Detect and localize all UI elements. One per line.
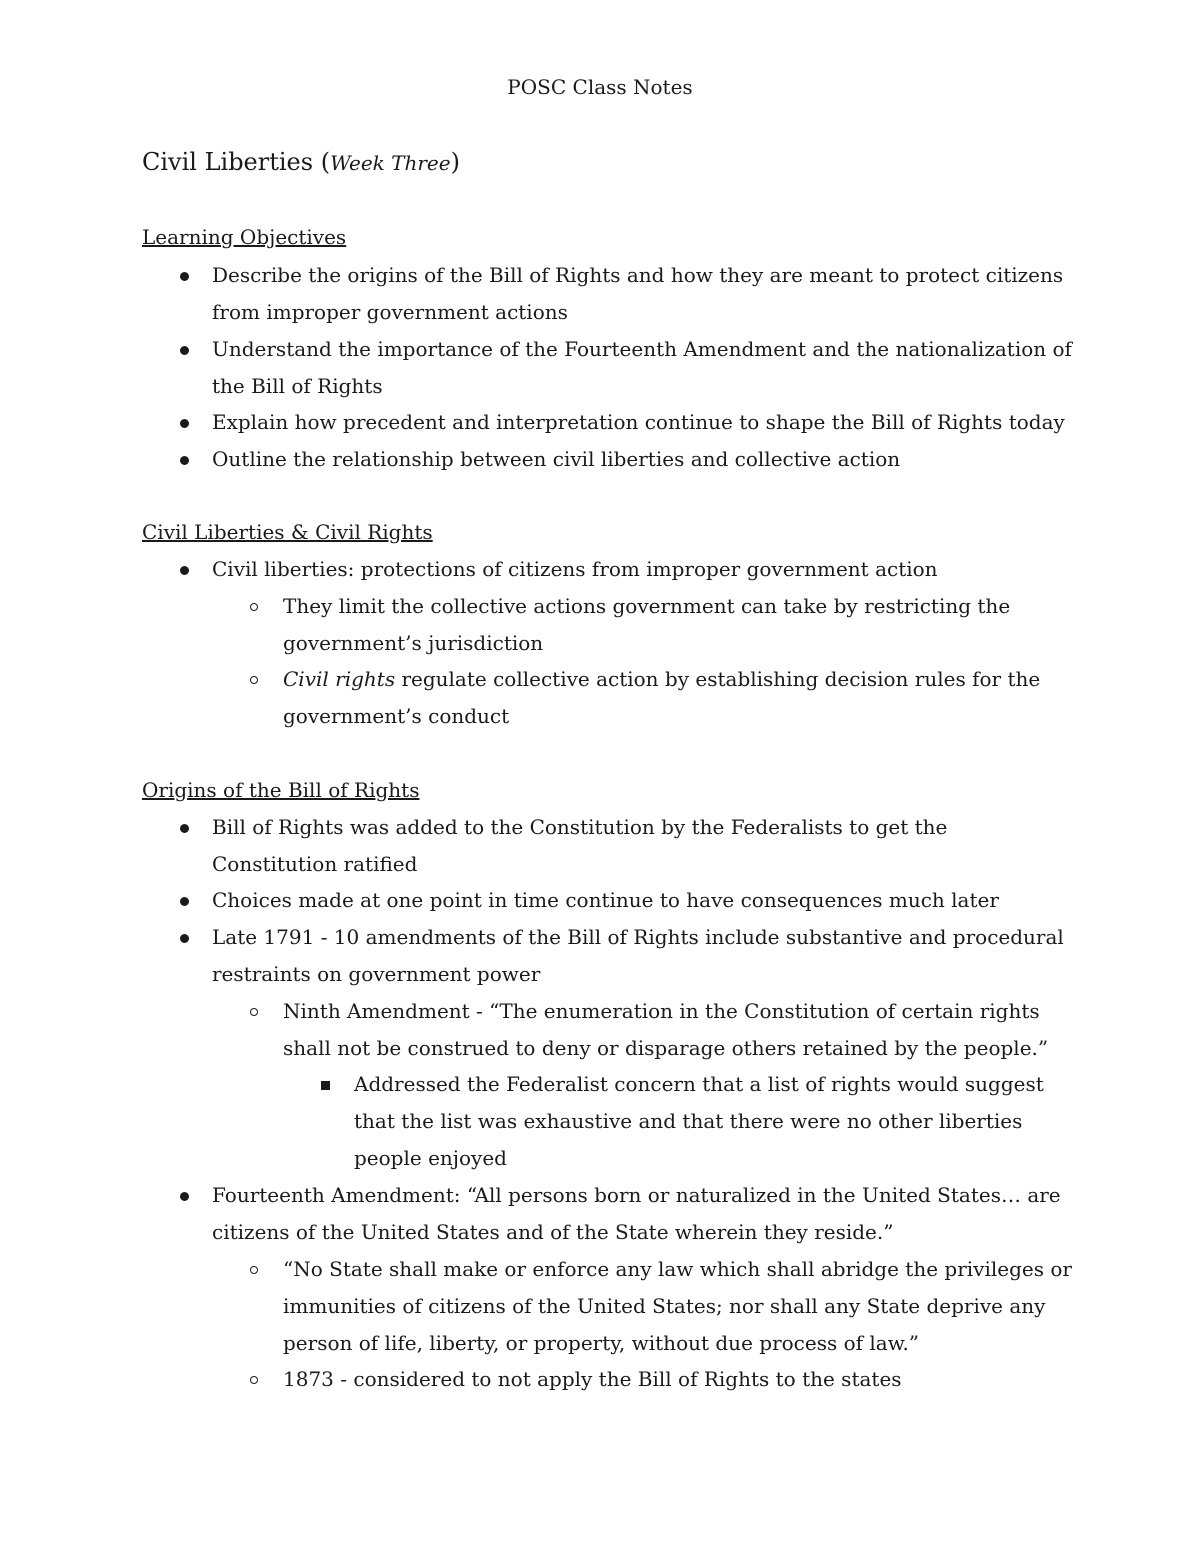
list-item <box>283 588 1073 662</box>
list-item-text <box>283 661 1073 735</box>
list-item-text: Ninth Amendment - “The enumeration in the Constitution of certain rights shall not be construed to deny or disparage others retained by the people.” <box>283 999 1049 1060</box>
title-main: Civil Liberties ( <box>142 148 331 176</box>
list-item <box>354 1066 1074 1177</box>
bullet-disc-icon <box>180 272 189 281</box>
list-item-text: Fourteenth Amendment: “All persons born or naturalized in the United States… are citizens of the United States and of the State wherein they reside.” <box>212 1183 1061 1244</box>
bullet-disc-icon <box>180 456 189 465</box>
list-item <box>212 404 1072 441</box>
civil-rights-term: Civil rights <box>283 667 396 691</box>
list-item-text: Understand the importance of the Fourteenth Amendment and the nationalization of the Bill of Rights <box>212 337 1072 398</box>
title-week: Week Three <box>330 151 451 175</box>
page-header: POSC Class Notes <box>507 75 693 99</box>
list-item-text: Describe the origins of the Bill of Rights and how they are meant to protect citizens from improper government actions <box>212 263 1064 324</box>
list-item-text: They limit the collective actions government can take by restricting the government’s jurisdiction <box>283 594 1011 655</box>
list-item <box>283 993 1073 1067</box>
bullet-disc-icon <box>180 419 189 428</box>
list-item-text: 1873 - considered to not apply the Bill of Rights to the states <box>283 1367 902 1391</box>
section-heading-liberties: Civil Liberties & Civil Rights <box>142 520 433 544</box>
title-close: ) <box>450 148 460 176</box>
page-title <box>142 144 460 181</box>
bullet-circle-icon <box>250 676 258 684</box>
list-item <box>212 551 1072 588</box>
section-heading-objectives: Learning Objectives <box>142 225 347 249</box>
list-item <box>283 1251 1073 1362</box>
list-item-text: Outline the relationship between civil liberties and collective action <box>212 447 901 471</box>
list-item <box>283 661 1073 735</box>
list-item <box>212 882 1072 919</box>
list-item <box>212 809 1072 883</box>
bullet-square-icon <box>321 1081 330 1090</box>
list-item <box>212 331 1072 405</box>
list-item-text: Late 1791 - 10 amendments of the Bill of Rights include substantive and procedural restraints on government power <box>212 925 1064 986</box>
bullet-circle-icon <box>250 1376 258 1384</box>
list-item-text: Civil liberties: protections of citizens from improper government action <box>212 557 938 581</box>
list-item-text: Bill of Rights was added to the Constitution by the Federalists to get the Constitution ratified <box>212 815 948 876</box>
bullet-circle-icon <box>250 603 258 611</box>
bullet-disc-icon <box>180 346 189 355</box>
bullet-circle-icon <box>250 1266 258 1274</box>
list-item <box>212 441 1072 478</box>
list-item-text: Choices made at one point in time continue to have consequences much later <box>212 888 999 912</box>
list-item-text: “No State shall make or enforce any law which shall abridge the privileges or immunities of citizens of the United States; nor shall any State deprive any person of life, liberty, or property, without due process of law.” <box>283 1257 1072 1355</box>
list-item-text-rest: regulate collective action by establishing decision rules for the government’s conduct <box>283 667 1041 728</box>
bullet-disc-icon <box>180 897 189 906</box>
list-item <box>283 1361 1073 1398</box>
list-item-text: Addressed the Federalist concern that a list of rights would suggest that the list was exhaustive and that there were no other liberties people enjoyed <box>354 1072 1044 1170</box>
list-item <box>212 257 1072 331</box>
list-item <box>212 1177 1072 1251</box>
bullet-circle-icon <box>250 1008 258 1016</box>
section-heading-origins: Origins of the Bill of Rights <box>142 778 420 802</box>
bullet-disc-icon <box>180 1192 189 1201</box>
bullet-disc-icon <box>180 934 189 943</box>
list-item <box>212 919 1072 993</box>
bullet-disc-icon <box>180 566 189 575</box>
list-item-text: Explain how precedent and interpretation continue to shape the Bill of Rights today <box>212 410 1065 434</box>
bullet-disc-icon <box>180 824 189 833</box>
